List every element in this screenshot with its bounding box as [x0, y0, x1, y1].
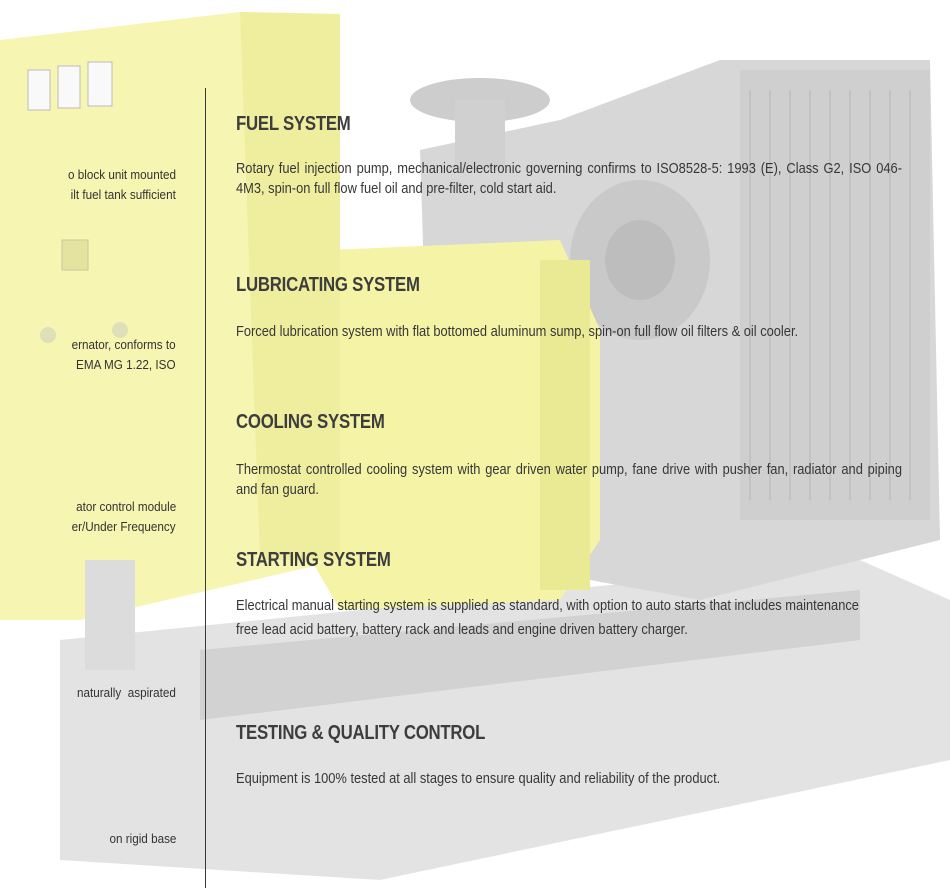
section-heading: STARTING SYSTEM — [236, 549, 391, 571]
left-text-6: er/Under Frequency — [71, 519, 176, 534]
section-heading: LUBRICATING SYSTEM — [236, 274, 420, 296]
left-text-1: o block unit mounted — [68, 167, 176, 182]
panel-gauge — [28, 70, 50, 110]
section-body: Rotary fuel injection pump, mechanical/electronic governing confirms to ISO8528-5: 1993 (E), Class G2, ISO 046-4M3, spin-on full flow fuel oil and pre-filter, cold start aid. — [236, 161, 902, 197]
fuel-system-section — [236, 113, 906, 199]
testing-quality-control-section — [236, 722, 906, 791]
left-text-8: on rigid base — [108, 831, 176, 846]
panel-switch — [62, 240, 88, 270]
left-text-2: ilt fuel tank sufficient — [70, 187, 176, 202]
left-text-3: ernator, conforms to — [71, 337, 176, 352]
section-body: Electrical manual starting system is supplied as standard, with option to auto starts that includes maintenance free lead acid battery, battery rack and leads and engine driven battery charger. — [236, 598, 859, 638]
cooling-system-section — [236, 411, 906, 500]
left-text-7: naturally aspirated — [77, 685, 176, 700]
section-body: Forced lubrication system with flat bottomed aluminum sump, spin-on full flow oil filters & oil cooler. — [236, 324, 799, 340]
column-divider — [205, 88, 206, 888]
section-heading: TESTING & QUALITY CONTROL — [236, 722, 486, 744]
panel-gauge — [58, 66, 80, 108]
left-text-5: ator control module — [75, 499, 176, 514]
lubricating-system-section — [236, 274, 906, 343]
section-heading: COOLING SYSTEM — [236, 411, 385, 433]
panel-leg — [85, 560, 135, 670]
starting-system-section — [236, 549, 906, 642]
panel-lamp — [40, 327, 56, 343]
section-heading: FUEL SYSTEM — [236, 113, 351, 135]
section-body: Equipment is 100% tested at all stages to ensure quality and reliability of the product. — [236, 771, 721, 787]
left-text-4: EMA MG 1.22, ISO — [76, 357, 176, 372]
panel-gauge — [88, 62, 112, 106]
section-body: Thermostat controlled cooling system with gear driven water pump, fane drive with pusher fan, radiator and piping and fan guard. — [236, 462, 902, 498]
